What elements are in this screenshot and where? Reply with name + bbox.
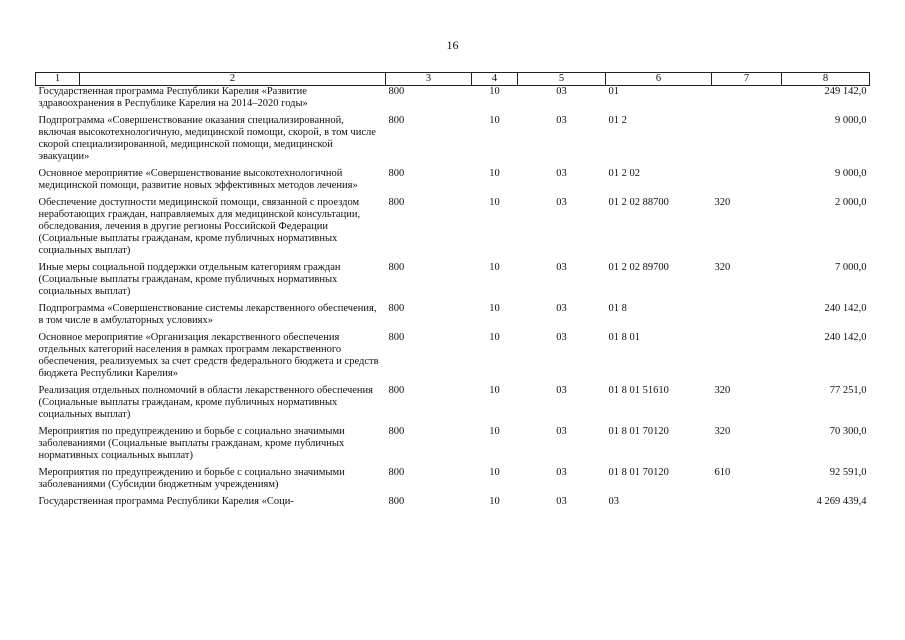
cell-c3: 800 <box>388 332 405 343</box>
row-description: Мероприятия по предупреждению и борьбе с социально значимыми заболеваниями (Социальные выплаты гражданам, кроме публичных нормативных социальных выплат) <box>38 426 345 461</box>
cell-c7 <box>712 86 782 116</box>
table-row <box>36 385 870 426</box>
row-description: Реализация отдельных полномочий в области лекарственного обеспечения (Социальные выплаты гражданам, кроме публичных нормативных социальных выплат) <box>38 385 373 420</box>
cell-c6: 03 <box>608 496 619 507</box>
cell-c3: 800 <box>388 303 405 314</box>
table-row <box>36 115 870 168</box>
cell-c8: 7 000,0 <box>835 262 867 273</box>
cell-c6: 01 <box>608 86 619 97</box>
cell-c3: 800 <box>388 467 405 478</box>
cell-c6: 01 8 01 70120 <box>608 467 669 478</box>
column-header: 1 <box>36 73 80 86</box>
cell-c4: 10 <box>489 426 500 437</box>
cell-c4: 10 <box>489 385 500 396</box>
cell-c7: 320 <box>714 197 731 208</box>
cell-c5: 03 <box>556 496 567 507</box>
cell-c5: 03 <box>556 467 567 478</box>
cell-c6: 01 2 02 <box>608 168 640 179</box>
cell-c8: 249 142,0 <box>824 86 867 97</box>
cell-c3: 800 <box>388 426 405 437</box>
column-header: 5 <box>518 73 606 86</box>
table-row <box>36 262 870 303</box>
table-row <box>36 467 870 496</box>
cell-c8: 2 000,0 <box>835 197 867 208</box>
cell-c5: 03 <box>556 168 567 179</box>
cell-c7: 320 <box>714 385 731 396</box>
cell-c6: 01 8 01 <box>608 332 640 343</box>
table-row <box>36 86 870 116</box>
row-description: Подпрограмма «Совершенствование системы лекарственного обеспечения, в том числе в амбулаторных условиях» <box>38 303 377 326</box>
cell-c5: 03 <box>556 426 567 437</box>
budget-table <box>35 72 870 513</box>
table-row <box>36 496 870 513</box>
cell-c8: 240 142,0 <box>824 303 867 314</box>
table-row <box>36 303 870 332</box>
table-row <box>36 332 870 385</box>
table-row <box>36 426 870 467</box>
table-row <box>36 168 870 197</box>
cell-c6: 01 8 01 70120 <box>608 426 669 437</box>
cell-c7 <box>712 168 782 197</box>
column-header: 4 <box>472 73 518 86</box>
cell-c5: 03 <box>556 303 567 314</box>
cell-c7 <box>712 496 782 513</box>
cell-c5: 03 <box>556 385 567 396</box>
cell-c8: 70 300,0 <box>829 426 867 437</box>
cell-c5: 03 <box>556 197 567 208</box>
row-description: Основное мероприятие «Организация лекарственного обеспечения отдельных категорий населения в рамках программ лекарственного обеспечения, реализуемых за счет средств федерального бюджета и средств бюджета Республики Карелия» <box>38 332 379 379</box>
cell-c7 <box>712 332 782 385</box>
cell-c3: 800 <box>388 115 405 126</box>
cell-c6: 01 2 02 89700 <box>608 262 669 273</box>
cell-c6: 01 2 02 88700 <box>608 197 669 208</box>
cell-c3: 800 <box>388 197 405 208</box>
cell-c3: 800 <box>388 262 405 273</box>
cell-c3: 800 <box>388 496 405 507</box>
cell-c6: 01 8 01 51610 <box>608 385 669 396</box>
cell-c4: 10 <box>489 262 500 273</box>
cell-c3: 800 <box>388 385 405 396</box>
cell-c5: 03 <box>556 86 567 97</box>
row-description: Подпрограмма «Совершенствование оказания специализированной, включая высокотехнологичную, медицинской помощи, скорой, в том числе скорой специализированной, медицинской помощи, медицинской эвакуации» <box>38 115 376 162</box>
cell-c8: 9 000,0 <box>835 168 867 179</box>
cell-c3: 800 <box>388 168 405 179</box>
cell-c4: 10 <box>489 168 500 179</box>
table-row <box>36 197 870 262</box>
row-description: Мероприятия по предупреждению и борьбе с социально значимыми заболеваниями (Субсидии бюджетным учреждениям) <box>38 467 345 490</box>
cell-c7: 610 <box>714 467 731 478</box>
row-description: Основное мероприятие «Совершенствование высокотехнологичной медицинской помощи, развитие новых эффективных методов лечения» <box>38 168 358 191</box>
cell-c4: 10 <box>489 115 500 126</box>
column-header: 7 <box>712 73 782 86</box>
cell-c6: 01 2 <box>608 115 627 126</box>
cell-c5: 03 <box>556 115 567 126</box>
cell-c5: 03 <box>556 262 567 273</box>
cell-c8: 9 000,0 <box>835 115 867 126</box>
page-number: 16 <box>446 38 459 52</box>
cell-c4: 10 <box>489 303 500 314</box>
column-header: 3 <box>386 73 472 86</box>
cell-c7: 320 <box>714 426 731 437</box>
cell-c4: 10 <box>489 197 500 208</box>
cell-c8: 77 251,0 <box>829 385 867 396</box>
row-description: Обеспечение доступности медицинской помощи, связанной с проездом неработающих граждан, направляемых для медицинской консультации, обследования, лечения в другие регионы Российской Федерации (Социальные выплаты гражданам, кроме публичных нормативных социальных выплат) <box>38 197 361 256</box>
row-description: Иные меры социальной поддержки отдельным категориям граждан (Социальные выплаты гражданам, кроме публичных нормативных социальных выплат) <box>38 262 341 297</box>
cell-c6: 01 8 <box>608 303 627 314</box>
cell-c5: 03 <box>556 332 567 343</box>
cell-c8: 92 591,0 <box>829 467 867 478</box>
row-description: Государственная программа Республики Карелия «Соци- <box>38 496 294 507</box>
cell-c7: 320 <box>714 262 731 273</box>
column-header: 2 <box>80 73 386 86</box>
header-row <box>36 73 870 86</box>
cell-c7 <box>712 303 782 332</box>
column-header: 8 <box>782 73 870 86</box>
cell-c8: 4 269 439,4 <box>816 496 867 507</box>
cell-c4: 10 <box>489 332 500 343</box>
row-description: Государственная программа Республики Карелия «Развитие здравоохранения в Республике Карелия на 2014–2020 годы» <box>38 86 308 109</box>
cell-c7 <box>712 115 782 168</box>
cell-c4: 10 <box>489 496 500 507</box>
cell-c3: 800 <box>388 86 405 97</box>
column-header: 6 <box>606 73 712 86</box>
cell-c8: 240 142,0 <box>824 332 867 343</box>
cell-c4: 10 <box>489 467 500 478</box>
cell-c4: 10 <box>489 86 500 97</box>
